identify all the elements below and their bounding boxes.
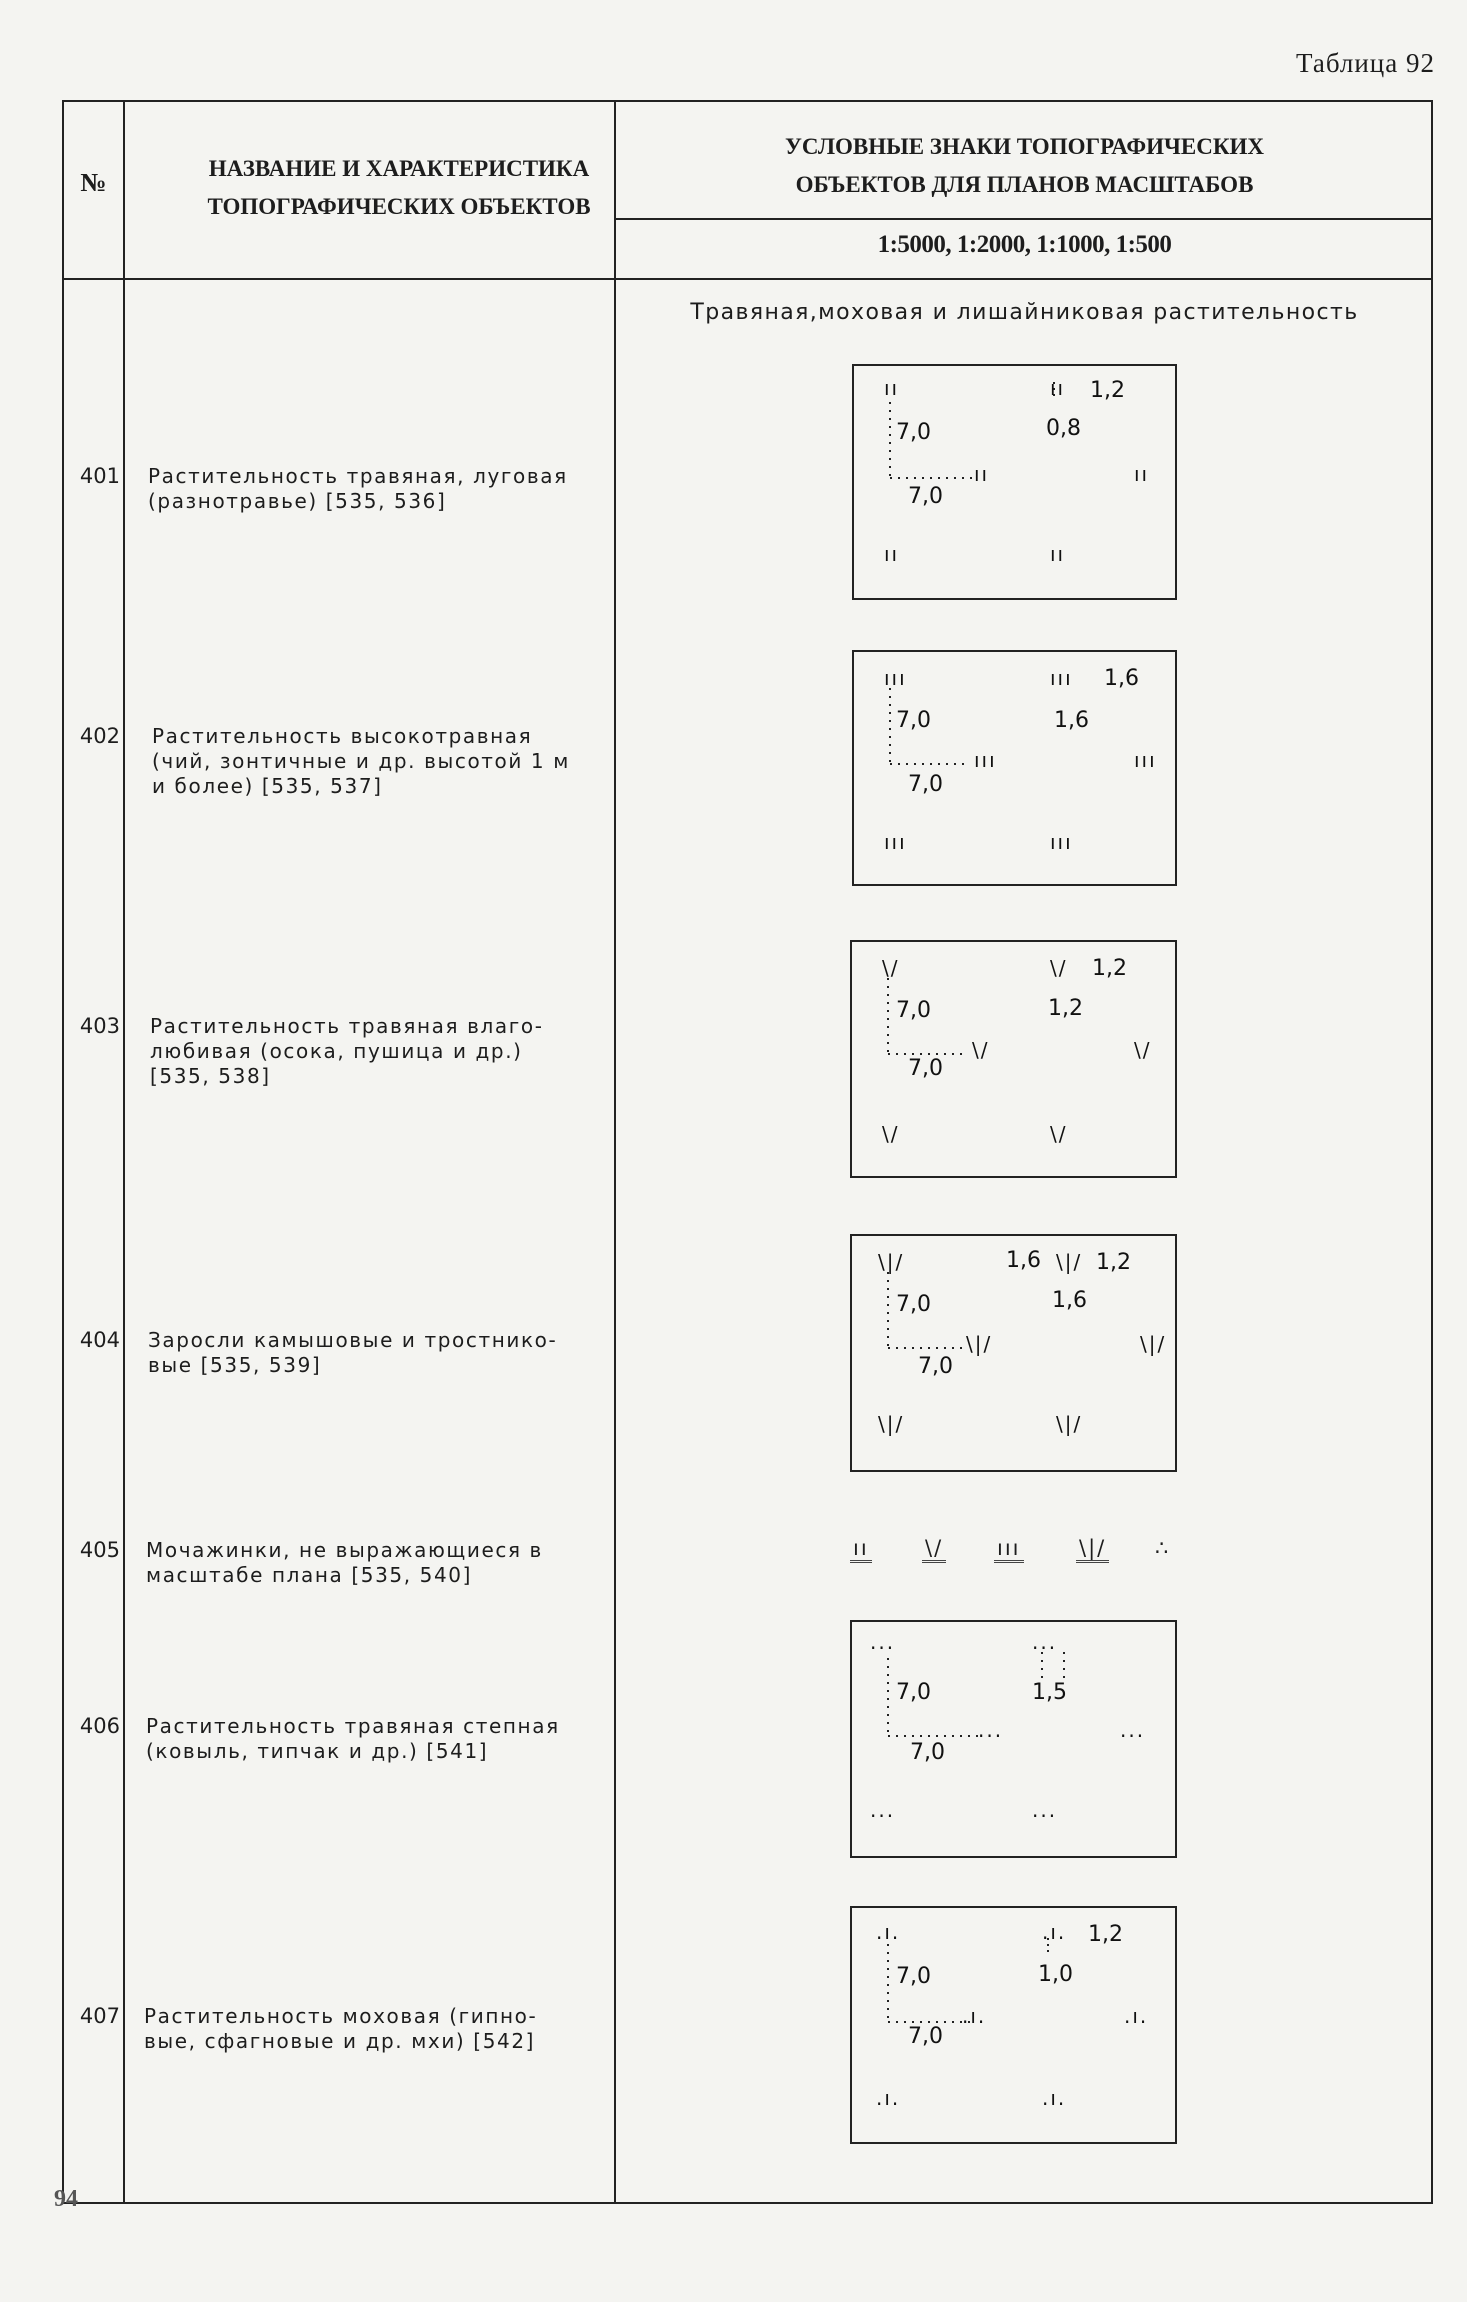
feather-grass-symbol: ... [1032, 1630, 1058, 1654]
dimension-label: 0,8 [1046, 416, 1081, 441]
row-name [152, 724, 612, 799]
grass-symbol: ıı [884, 542, 900, 566]
header-scales: 1:5000, 1:2000, 1:1000, 1:500 [877, 231, 1172, 258]
dimension-label: 7,0 [908, 2024, 943, 2049]
sedge-symbol: \/ [922, 1536, 946, 1563]
row-name-line: (разнотравье) [535, 536] [148, 489, 447, 513]
reed-symbol: \|/ [1076, 1536, 1109, 1563]
row-number: 405 [79, 1538, 120, 1562]
dimension-label: 1,0 [1038, 1962, 1073, 1987]
sedge-symbol: \/ [1050, 1122, 1068, 1146]
row-number: 406 [79, 1714, 120, 1738]
high-grass-symbol: ııı [884, 830, 907, 854]
dimension-label: 7,0 [896, 1680, 931, 1705]
table-frame [62, 100, 1433, 2204]
dimension-label: 1,6 [1104, 666, 1139, 691]
row-name-line: Растительность травяная влаго- [150, 1014, 544, 1038]
grass-symbol: ıı [850, 1536, 872, 1563]
dimension-label: 1,2 [1088, 1922, 1123, 1947]
reed-symbol: \|/ [1140, 1332, 1167, 1356]
column-divider [123, 102, 125, 2202]
header-name-line: ТОПОГРАФИЧЕСКИХ ОБЪЕКТОВ [207, 194, 591, 219]
row-name-line: Растительность травяная степная [146, 1714, 560, 1738]
table-caption: Таблица 92 [1296, 48, 1435, 78]
row-number: 402 [79, 724, 120, 748]
header-signs-line: ОБЪЕКТОВ ДЛЯ ПЛАНОВ МАСШТАБОВ [795, 172, 1254, 197]
moss-symbol: .ı. [1042, 2086, 1067, 2110]
row-name-line: (ковыль, типчак и др.) [541] [146, 1739, 489, 1763]
row-name [150, 1014, 610, 1089]
row-name [146, 1714, 606, 1764]
grass-symbol: ıı [1050, 542, 1066, 566]
dimension-label: 7,0 [910, 1740, 945, 1765]
mochazhinki-symbols [780, 1532, 1200, 1582]
feather-grass-symbol: ... [870, 1798, 896, 1822]
header-name [123, 150, 675, 226]
row-name-line: Растительность высокотравная [152, 724, 533, 748]
row-name-line: и более) [535, 537] [152, 774, 383, 798]
row-name-line: масштабе плана [535, 540] [146, 1563, 473, 1587]
sedge-symbol: \/ [972, 1038, 990, 1062]
sedge-symbol: \/ [1134, 1038, 1152, 1062]
high-grass-symbol: ııı [994, 1536, 1024, 1563]
row-name-line: Растительность моховая (гипно- [144, 2004, 538, 2028]
feather-grass-symbol: ... [870, 1630, 896, 1654]
column-divider [614, 102, 616, 2202]
reed-symbol: \|/ [878, 1250, 905, 1274]
moss-symbol: .ı. [876, 1920, 901, 1944]
feather-grass-symbol: ... [1032, 1798, 1058, 1822]
row-number: 401 [79, 464, 120, 488]
high-grass-symbol: ııı [1134, 748, 1157, 772]
header-divider [64, 278, 1431, 280]
moss-symbol: .ı. [1124, 2004, 1149, 2028]
dimension-label: 1,2 [1096, 1250, 1131, 1275]
dimension-label: 1,2 [1090, 378, 1125, 403]
high-grass-symbol: ııı [884, 666, 907, 690]
dimension-label: 1,6 [1054, 708, 1089, 733]
moss-symbol: .ı. [1042, 1920, 1067, 1944]
header-signs-line: УСЛОВНЫЕ ЗНАКИ ТОПОГРАФИЧЕСКИХ [784, 134, 1265, 159]
row-number: 403 [79, 1014, 120, 1038]
row-number: 407 [79, 2004, 120, 2028]
grass-symbol: ıı [974, 462, 990, 486]
moss-cluster-symbol: ∴ [1155, 1536, 1171, 1560]
reed-symbol: \|/ [966, 1332, 993, 1356]
row-name-line: любивая (осока, пушица и др.) [150, 1039, 523, 1063]
row-name [144, 2004, 604, 2054]
sign-box-403 [850, 940, 1177, 1178]
dimension-label: 1,5 [1032, 1680, 1067, 1705]
sedge-symbol: \/ [882, 956, 900, 980]
row-name-line: Растительность травяная, луговая [148, 464, 568, 488]
high-grass-symbol: ııı [974, 748, 997, 772]
dimension-label: 7,0 [908, 484, 943, 509]
row-name-line: (чий, зонтичные и др. высотой 1 м [152, 749, 570, 773]
sedge-symbol: \/ [1050, 956, 1068, 980]
sign-box-407 [850, 1906, 1177, 2144]
grass-symbol: ıı [1134, 462, 1150, 486]
dimension-lines [854, 366, 1175, 598]
dimension-label: 7,0 [908, 1056, 943, 1081]
dimension-label: 7,0 [896, 1292, 931, 1317]
grass-symbol: ıı [884, 376, 900, 400]
dimension-label: 7,0 [918, 1354, 953, 1379]
dimension-label: 7,0 [896, 1964, 931, 1989]
sedge-symbol: \/ [882, 1122, 900, 1146]
sign-box-406 [850, 1620, 1177, 1858]
row-name-line: вые, сфагновые и др. мхи) [542] [144, 2029, 536, 2053]
page-number: 94 [54, 2186, 78, 2212]
reed-symbol: \|/ [878, 1412, 905, 1436]
dimension-label: 7,0 [896, 420, 931, 445]
reed-symbol: \|/ [1056, 1250, 1083, 1274]
header-signs [616, 128, 1433, 204]
row-name-line: [535, 538] [150, 1064, 271, 1088]
row-name-line: Мочажинки, не выражающиеся в [146, 1538, 543, 1562]
dimension-label: 1,6 [1052, 1288, 1087, 1313]
moss-symbol: .ı. [876, 2086, 901, 2110]
sign-box-404 [850, 1234, 1177, 1472]
high-grass-symbol: ııı [1050, 830, 1073, 854]
sign-box-401 [852, 364, 1177, 600]
dimension-label: 1,2 [1048, 996, 1083, 1021]
dimension-label: 7,0 [908, 772, 943, 797]
row-name [146, 1538, 606, 1588]
dimension-label: 1,2 [1092, 956, 1127, 981]
row-name-line: вые [535, 539] [148, 1353, 322, 1377]
sign-box-402 [852, 650, 1177, 886]
moss-symbol: .ı. [962, 2004, 987, 2028]
header-number: № [80, 168, 107, 197]
grass-symbol: ıı [1050, 376, 1066, 400]
dimension-label: 7,0 [896, 708, 931, 733]
row-name-line: Заросли камышовые и тростнико- [148, 1328, 558, 1352]
dimension-label: 7,0 [896, 998, 931, 1023]
row-name [148, 1328, 608, 1378]
subheader-divider [614, 218, 1431, 220]
feather-grass-symbol: ... [1120, 1718, 1146, 1742]
dimension-label: 1,6 [1006, 1248, 1041, 1273]
high-grass-symbol: ııı [1050, 666, 1073, 690]
row-number: 404 [79, 1328, 120, 1352]
section-title: Травяная,моховая и лишайниковая растительность [690, 300, 1359, 325]
header-name-line: НАЗВАНИЕ И ХАРАКТЕРИСТИКА [208, 156, 590, 181]
row-name [148, 464, 608, 514]
reed-symbol: \|/ [1056, 1412, 1083, 1436]
feather-grass-symbol: ... [978, 1718, 1004, 1742]
